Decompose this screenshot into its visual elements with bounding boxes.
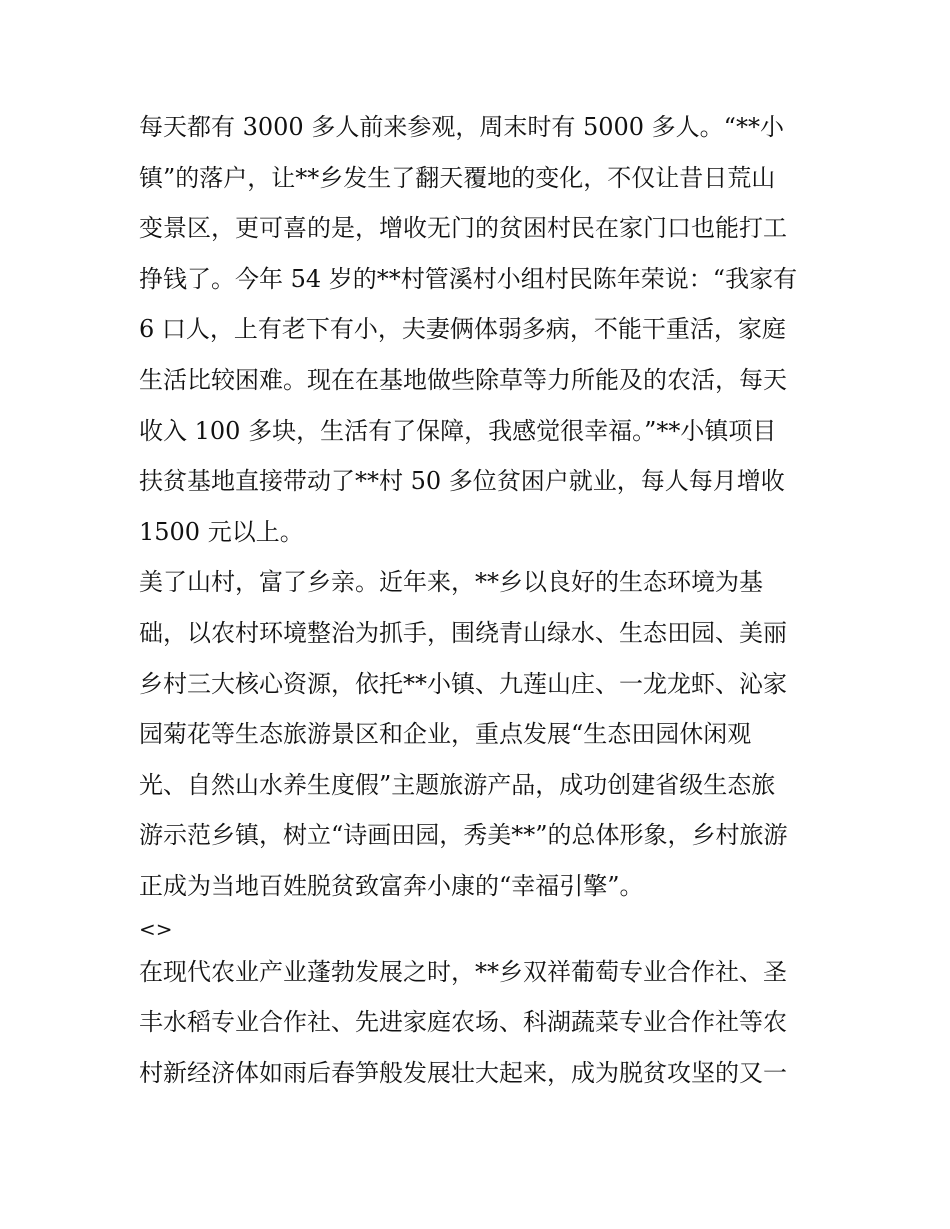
paragraph-line: 扶贫基地直接带动了**村 50 多位贫困户就业，每人每月增收 — [139, 467, 785, 496]
paragraph-line: 镇”的落户，让**乡发生了翻天覆地的变化，不仅让昔日荒山 — [139, 163, 776, 192]
document-body — [139, 102, 819, 1098]
paragraph-line: 生活比较困难。现在在基地做些除草等力所能及的农活，每天 — [139, 365, 787, 394]
paragraph-line: 园菊花等生态旅游景区和企业，重点发展“生态田园休闲观 — [139, 720, 752, 749]
paragraph-3 — [139, 947, 819, 1099]
paragraph-line: 6 口人，上有老下有小，夫妻俩体弱多病，不能干重活，家庭 — [139, 315, 786, 344]
paragraph-1 — [139, 102, 819, 557]
paragraph-line: 每天都有 3000 多人前来参观，周末时有 5000 多人。“**小 — [139, 113, 784, 141]
section-separator: <> — [139, 916, 173, 941]
paragraph-line: 乡村三大核心资源，依托**小镇、九莲山庄、一龙龙虾、沁家 — [139, 669, 787, 698]
paragraph-line: 美了山村，富了乡亲。近年来，**乡以良好的生态环境为基 — [139, 568, 763, 597]
paragraph-line: 挣钱了。今年 54 岁的**村管溪村小组村民陈年荣说：“我家有 — [139, 264, 798, 293]
paragraph-line: 游示范乡镇，树立“诗画田园，秀美**”的总体形象，乡村旅游 — [139, 821, 788, 850]
paragraph-line: 丰水稻专业合作社、先进家庭农场、科湖蔬菜专业合作社等农 — [139, 1008, 787, 1037]
paragraph-line: 变景区，更可喜的是，增收无门的贫困村民在家门口也能打工 — [139, 214, 787, 243]
paragraph-line: 在现代农业产业蓬勃发展之时，**乡双祥葡萄专业合作社、圣 — [139, 957, 787, 986]
paragraph-line: 正成为当地百姓脱贫致富奔小康的“幸福引擎”。 — [139, 871, 644, 900]
paragraph-line: 村新经济体如雨后春笋般发展壮大起来，成为脱贫攻坚的又一 — [139, 1058, 787, 1087]
paragraph-2 — [139, 557, 819, 911]
paragraph-line: 1500 元以上。 — [139, 517, 304, 546]
paragraph-line: 础，以农村环境整治为抓手，围绕青山绿水、生态田园、美丽 — [139, 618, 787, 647]
paragraph-line: 收入 100 多块，生活有了保障，我感觉很幸福。”**小镇项目 — [139, 416, 777, 445]
paragraph-line: 光、自然山水养生度假”主题旅游产品，成功创建省级生态旅 — [139, 770, 776, 799]
